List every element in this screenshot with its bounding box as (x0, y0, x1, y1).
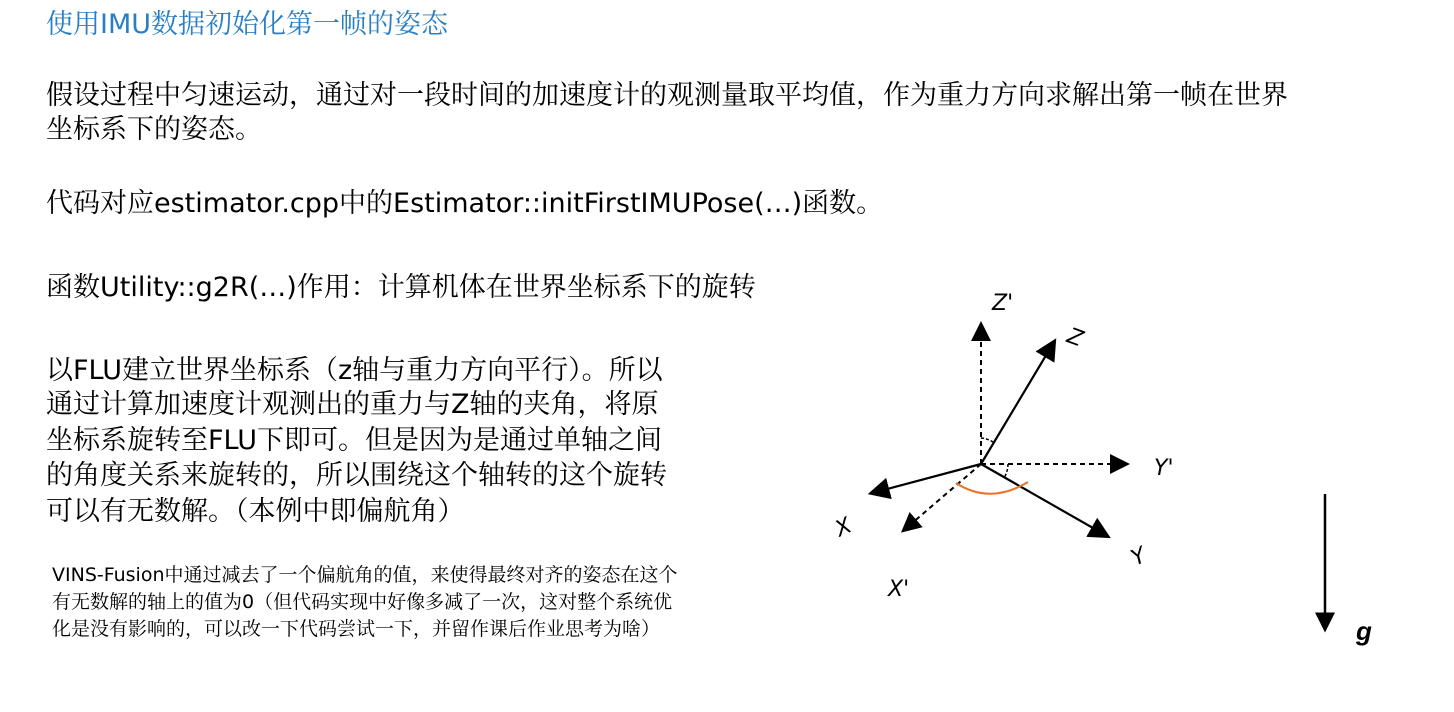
angle-marker-vertical (981, 438, 993, 442)
flu-line-5: 可以有无数解。（本例中即偏航角） (46, 496, 465, 527)
intro-line-1: 假设过程中匀速运动，通过对一段时间的加速度计的观测量取平均值，作为重力方向求解出第一帧在世界 (46, 80, 1288, 111)
flu-line-3: 坐标系旋转至FLU下即可。但是因为是通过单轴之间 (46, 425, 662, 456)
intro-line-2: 坐标系下的姿态。 (46, 114, 262, 145)
y-label: Y (1127, 542, 1151, 572)
flu-line-2: 通过计算加速度计观测出的重力与Z轴的夹角，将原 (46, 389, 659, 420)
code-reference: 代码对应estimator.cpp中的Estimator::initFirstIMUPose(…)函数。 (46, 188, 884, 219)
flu-line-1: 以FLU建立世界坐标系（z轴与重力方向平行）。所以 (46, 355, 663, 386)
flu-line-4: 的角度关系来旋转的，所以围绕这个轴转的这个旋转 (46, 460, 667, 491)
x-prime-label: X' (888, 577, 910, 602)
note-line-1: VINS-Fusion中通过减去了一个偏航角的值，来使得最终对齐的姿态在这个 (52, 564, 678, 586)
coordinate-frame-diagram (820, 270, 1420, 670)
z-label: Z (1063, 323, 1087, 353)
angle-marker-horizontal (1004, 464, 1008, 478)
note-line-2: 有无数解的轴上的值为0（但代码实现中好像多减了一次，这对整个系统优 (52, 591, 673, 613)
z-axis (981, 342, 1054, 464)
z-prime-label: Z' (992, 291, 1014, 316)
gravity-label: g (1356, 616, 1372, 646)
y-prime-label: Y' (1154, 456, 1174, 481)
page-title: 使用IMU数据初始化第一帧的姿态 (46, 9, 449, 40)
x-label: X (831, 513, 856, 543)
y-axis (981, 464, 1107, 536)
g2r-description: 函数Utility::g2R(…)作用：计算机体在世界坐标系下的旋转 (46, 272, 756, 303)
note-line-3: 化是没有影响的，可以改一下代码尝试一下，并留作课后作业思考为啥） (52, 618, 661, 640)
